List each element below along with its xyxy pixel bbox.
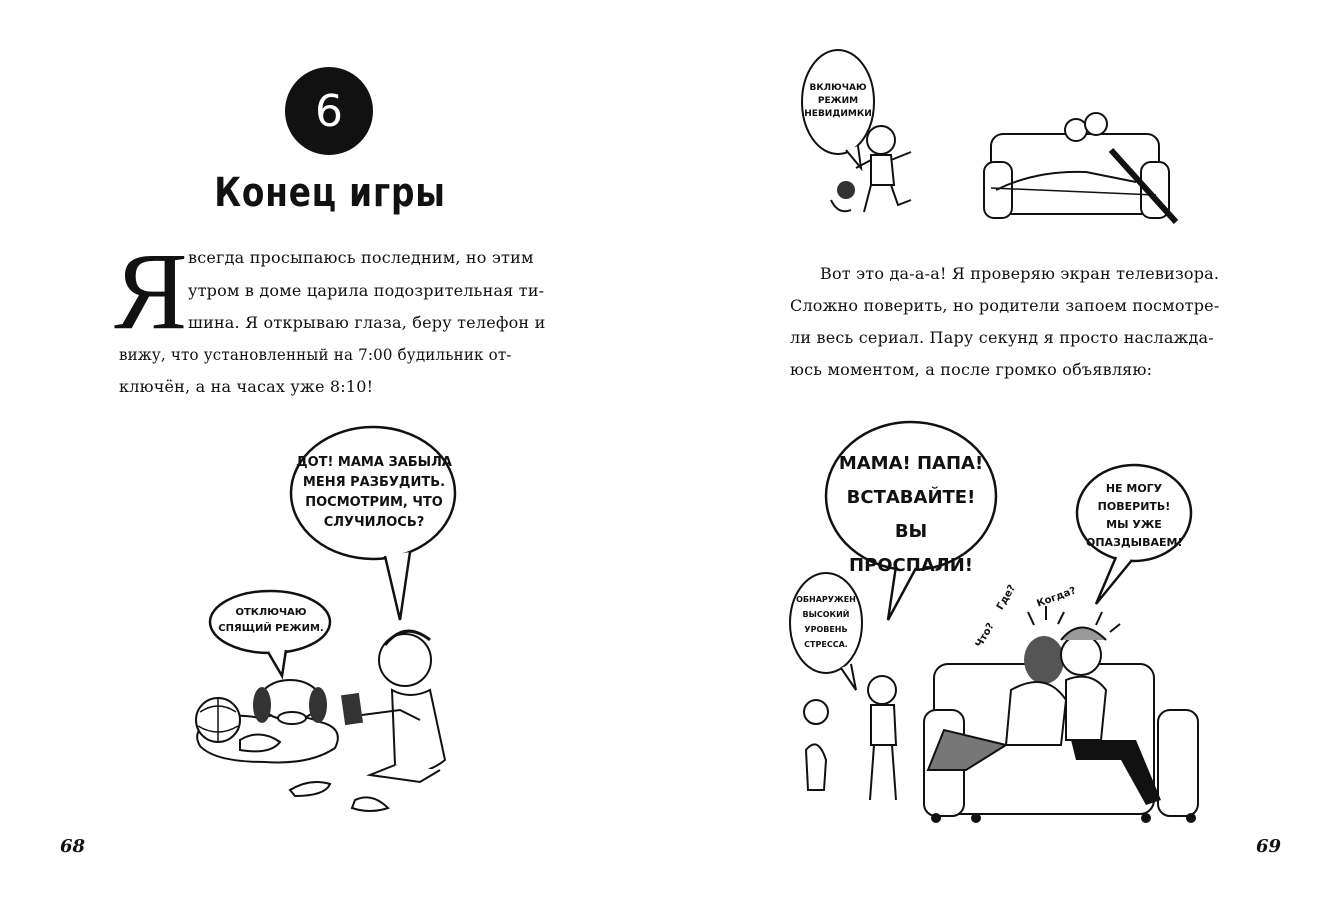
body-line: шина. Я открываю глаза, беру телефон и [188,313,546,332]
bubble-line: ПОВЕРИТЬ! [1097,500,1171,513]
chapter-number: 6 [315,85,343,137]
bubble-line: СПЯЩИЙ РЕЖИМ. [218,623,324,634]
mom-speech-bubble [1086,480,1182,552]
body-line: Вот это да-а-а! Я проверяю экран телевизора. [820,264,1220,283]
bubble-line: ДОТ! МАМА ЗАБЫЛА [295,455,452,470]
bubble-line: МЕНЯ РАЗБУДИТЬ. [302,475,446,490]
exclamation-what: Что? [973,621,997,650]
body-line: ли весь сериал. Пару секунд я просто наслажда- [790,328,1214,347]
bubble-line: СЛУЧИЛОСЬ? [323,515,425,530]
chapter-title: Конец игры [214,170,446,216]
wake-up-bubble [831,447,991,583]
robot-speech-bubble [791,592,861,652]
bubble-line: ВСТАВАЙТЕ! [846,487,976,508]
invisible-mode-bubble [802,82,874,121]
drop-cap: Я [114,230,188,352]
bubble-line: ОТКЛЮЧАЮ [235,607,307,618]
bubble-line: РЕЖИМ [817,96,859,106]
body-line: юсь моментом, а после громко объявляю: [790,360,1153,379]
bubble-line: НЕ МОГУ [1105,482,1163,495]
bubble-line: СТРЕССА. [804,640,848,649]
body-line: Сложно поверить, но родители запоем посмотре- [790,296,1220,315]
exclamation-where: Где? [994,583,1019,612]
bubble-line: МАМА! ПАПА! [838,453,984,474]
dog-speech-bubble [212,605,330,637]
bubble-line: ВЫСОКИЙ [802,610,850,619]
bubble-line: ОБНАРУЖЕН [796,595,856,604]
family-illustrations [666,0,1332,900]
bubble-line: МЫ УЖЕ [1106,518,1162,531]
body-line: утром в доме царила подозрительная ти- [188,281,545,300]
body-line: всегда просыпаюсь последним, но этим [188,248,534,267]
bubble-line: УРОВЕНЬ [804,625,848,634]
bubble-line: ПОСМОТРИМ, ЧТО [305,495,443,510]
bubble-line: НЕВИДИМКИ [804,109,872,119]
bubble-line: ВЫ ПРОСПАЛИ! [849,521,973,576]
body-line: вижу, что установленный на 7:00 будильник от- [119,345,512,364]
right-page [666,0,1332,900]
page-number: 69 [1256,836,1282,857]
body-line: ключён, а на часах уже 8:10! [119,377,374,396]
bubble-line: ОПАЗДЫВАЕМ! [1086,536,1183,549]
exclamation-when: Когда? [1035,585,1078,610]
page-number: 68 [60,836,86,857]
boy-speech-bubble [294,453,454,533]
bubble-line: ВКЛЮЧАЮ [809,83,867,93]
